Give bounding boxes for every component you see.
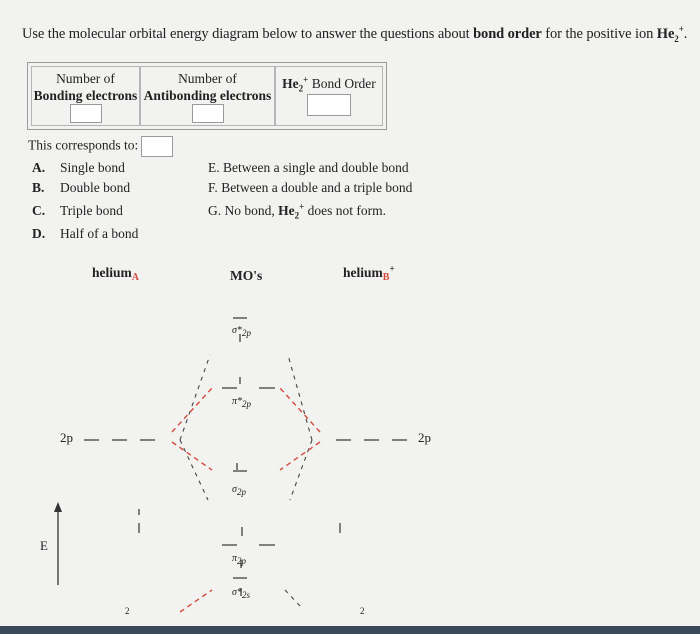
prompt-bold-bond-order: bond order [473, 26, 542, 42]
pi-star-2p-label: $\pi*_{2p}$ [232, 396, 252, 409]
option-g: G. No bond, $He_2^+$ does not form. [208, 201, 387, 221]
prompt-text-mid: for the positive ion [541, 26, 657, 42]
mos-header: MO's [230, 268, 263, 283]
question-prompt: Use the molecular orbital energy diagram below to answer the questions about bond order for the positive ion $He_2^+$. [22, 24, 688, 44]
helium-a-header: helium$_A$ [92, 265, 139, 283]
label-2p-left: 2p [60, 430, 73, 445]
prompt-text: Use the molecular orbital energy diagram below to answer the questions about [22, 26, 474, 42]
energy-label: E [40, 538, 48, 553]
pi-2p-label: $\pi_{2p}$ [232, 553, 247, 566]
helium-b-header: helium$_B$+ [343, 263, 395, 283]
cut-label-left: 2 [125, 606, 130, 616]
antibonding-electrons-cell: Number of Antibonding electrons [140, 66, 275, 126]
bottom-bar [0, 626, 700, 634]
option-f: F. Between a double and a triple bond [208, 180, 413, 195]
option-a: A. Single bond [32, 160, 125, 175]
bonding-electrons-cell: Number of Bonding electrons [31, 66, 140, 126]
sigma-star-2p-label: $\sigma*_{2p}$ [232, 325, 251, 338]
option-d: D. Half of a bond [32, 226, 139, 241]
prompt-ion: $He_2^+$ [656, 24, 684, 44]
corresponds-label: This corresponds to: [28, 137, 139, 153]
bond-order-cell: $He_2^+$ Bond Order [275, 66, 383, 126]
option-b: B. Double bond [32, 180, 131, 195]
label-2p-right: 2p [418, 430, 431, 445]
sigma-star-2s-label: $\sigma*_{2s}$ [232, 587, 250, 600]
cut-label-right: 2 [360, 606, 365, 616]
option-c: C. Triple bond [32, 203, 123, 218]
option-e: E. Between a single and double bond [208, 160, 409, 175]
sigma-2p-label: $\sigma_{2p}$ [232, 484, 246, 497]
